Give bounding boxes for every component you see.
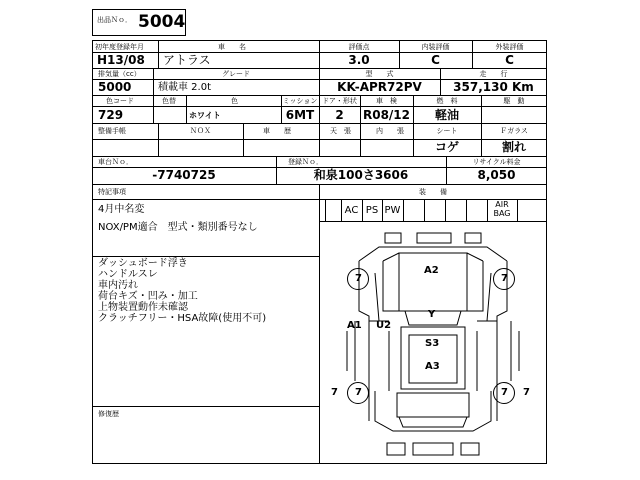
seat-condition: コゲ (434, 140, 459, 154)
grade: 積載車 2.0t (158, 82, 212, 93)
col-divider (158, 123, 159, 156)
notes-label: 特記事項 (98, 188, 126, 196)
equip-col (325, 199, 326, 221)
equip-ps: PS (365, 205, 379, 216)
equip-col (424, 199, 425, 221)
year-label: 初年度登録年月 (95, 43, 144, 51)
grade-label: グレード (222, 70, 250, 78)
note-item: ダッシュボード浮き (98, 258, 188, 269)
note-item: クラッチフリー・HSA故障(使用不可) (98, 313, 267, 324)
first-registration: H13/08 (97, 53, 145, 67)
reg-label: 登録Ｎｏ． (288, 158, 323, 166)
tire-front-left: 7 (355, 273, 362, 284)
chassis-label: 車台Ｎｏ． (98, 158, 133, 166)
equip-col (445, 199, 446, 221)
col-divider (186, 95, 187, 123)
history-label: 車 歴 (263, 127, 291, 135)
model-label: 型 式 (365, 70, 394, 78)
inspection-label: 車 検 (376, 97, 397, 105)
col-divider (158, 40, 159, 68)
tire-outer-right: 7 (523, 387, 530, 398)
exterior-label: 外装評価 (495, 43, 524, 51)
color-label: 色 (231, 97, 238, 105)
note-item: 荷台キズ・凹み・加工 (98, 291, 198, 302)
sunroof-label: 天 張 (330, 127, 351, 135)
damage-code-a1: A1 (347, 320, 362, 331)
mission-label: ミッション (282, 97, 318, 105)
damage-code-u2: U2 (376, 320, 392, 331)
tire-rear-left: 7 (355, 387, 362, 398)
interior-grade: C (431, 53, 440, 67)
chassis-number: -7740725 (152, 168, 216, 182)
nox-label: ＮＯＸ (190, 127, 211, 135)
manual-label: 整備手帳 (98, 127, 126, 135)
note-item: ハンドルスレ (98, 269, 158, 280)
equip-col (517, 199, 518, 221)
repair-history-label: 修復歴 (98, 410, 119, 418)
seat-label: シート (436, 127, 458, 135)
damage-code-a2: A2 (424, 265, 439, 276)
tire-rear-right: 7 (501, 387, 508, 398)
col-divider (243, 123, 244, 156)
col-divider (319, 123, 320, 156)
score-label: 評価点 (348, 43, 370, 51)
tire-outer-left: 7 (331, 387, 338, 398)
fuel: 軽油 (434, 108, 459, 122)
color: ホワイト (189, 111, 221, 120)
col-divider (360, 123, 361, 156)
equip-col (466, 199, 467, 221)
car-name: アトラス (163, 53, 211, 67)
equipment-label: 装 備 (419, 188, 447, 196)
glass-label: Ｆガラス (500, 127, 528, 135)
color-change-label: 色替 (162, 97, 176, 105)
equip-ac: AC (344, 205, 359, 216)
mileage: 357,130 Km (453, 80, 534, 94)
equip-pw: PW (384, 205, 401, 216)
equip-airbag: AIR (495, 200, 509, 209)
equip-col (403, 199, 404, 221)
lot-number-label: 出品Ｎｏ． (97, 16, 132, 24)
displacement: 5000 (98, 80, 132, 94)
note-line: 4月中名変 (98, 204, 145, 215)
transmission: 6MT (285, 108, 315, 122)
mileage-label: 走 行 (479, 70, 508, 78)
repair-divider (92, 406, 319, 407)
doors-label: ドア・形状 (322, 97, 357, 105)
inner-label: 内 張 (376, 127, 404, 135)
doors: 2 (335, 108, 344, 122)
inspection-expiry: R08/12 (362, 108, 411, 122)
color-code-label: 色コード (106, 97, 134, 105)
car-name-label: 車 名 (218, 43, 246, 51)
recycle-fee: 8,050 (477, 168, 516, 182)
fuel-label: 燃 料 (436, 97, 458, 105)
score: 3.0 (348, 53, 370, 67)
registration-number: 和泉100さ3606 (313, 168, 409, 182)
model-code: KK-APR72PV (337, 80, 422, 94)
col-divider (153, 95, 154, 123)
damage-code-y: Y (428, 309, 436, 320)
damage-code-s3: S3 (425, 338, 440, 349)
col-divider (153, 68, 154, 95)
exterior-grade: C (505, 53, 514, 67)
tire-front-right: 7 (501, 273, 508, 284)
cc-label: 排気量（cc） (98, 70, 141, 78)
note-item: 車内汚れ (98, 280, 138, 291)
note-line: NOX/PM適合 型式・類別番号なし (98, 222, 258, 233)
interior-label: 内装評価 (421, 43, 450, 51)
notes-divider (92, 256, 319, 257)
drive-label: 駆 動 (503, 97, 525, 105)
equip-airbag: BAG (493, 209, 511, 218)
windshield-condition: 割れ (501, 140, 526, 154)
recycle-label: リサイクル料金 (472, 158, 521, 166)
damage-code-a3: A3 (425, 361, 440, 372)
note-item: 上物装置動作未確認 (98, 302, 188, 313)
row-divider (92, 156, 547, 157)
lot-number: 5004 (138, 12, 186, 32)
color-code: 729 (98, 108, 124, 122)
